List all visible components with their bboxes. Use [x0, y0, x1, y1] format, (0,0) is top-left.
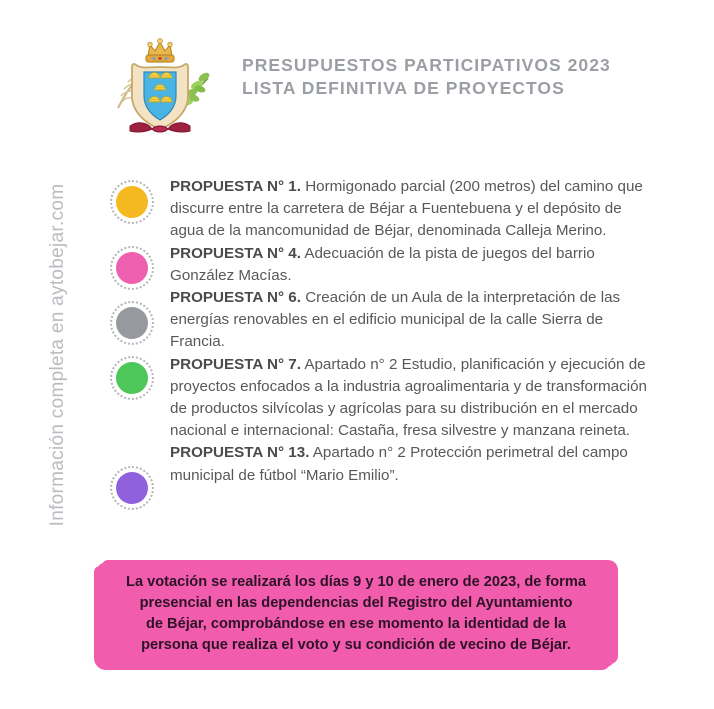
voting-notice-line-3: de Béjar, comprobándose en ese momento la identidad de la: [145, 616, 567, 632]
proposal-text-3: Creación de un Aula de la interpretación de las energías renovables en el edificio municipal de la calle Sierra de Francia.: [170, 289, 621, 351]
proposal-text-4: Apartado n° 2 Estudio, planificación y ejecución de proyectos enfocados a la industria agroalimentaria y de transformación de productos silvícolas y agrícolas para su distribución en el mercado nacional e internacional: Castaña, fresa silvestre y manzana reineta.: [170, 355, 647, 440]
proposal-item-2: [170, 243, 648, 287]
proposal-bullet-1: [110, 180, 154, 224]
proposal-label-2: PROPUESTA N° 4.: [170, 244, 301, 262]
proposal-bullet-2: [110, 246, 154, 290]
voting-notice-box: [98, 563, 614, 667]
proposals-text-column: [170, 176, 648, 487]
proposal-bullet-4: [110, 356, 154, 400]
proposal-label-5: PROPUESTA N° 13.: [170, 444, 310, 462]
proposal-label-3: PROPUESTA N° 6.: [170, 289, 301, 307]
voting-notice-line-2: presencial en las dependencias del Registro del Ayuntamiento: [139, 595, 573, 611]
proposal-bullet-dot-2: [116, 252, 148, 284]
header-title-block: [242, 54, 611, 100]
poster-header: [0, 34, 714, 144]
proposal-bullet-3: [110, 301, 154, 345]
proposal-text-1: Hormigonado parcial (200 metros) del camino que discurre entre la carretera de Béjar a Fuentebuena y el depósito de agua de la mancomunidad de Béjar, denominada Calleja Merino.: [170, 178, 643, 240]
proposal-text-5: Apartado n° 2 Protección perimetral del campo municipal de fútbol “Mario Emilio”.: [170, 444, 628, 484]
coat-of-arms-icon: [112, 34, 214, 138]
proposal-item-4: [170, 354, 648, 443]
proposal-bullet-5: [110, 466, 154, 510]
poster-title-line-1: PRESUPUESTOS PARTICIPATIVOS 2023: [242, 55, 611, 75]
side-note-text: Información completa en aytobejar.com: [47, 183, 68, 527]
proposal-label-4: PROPUESTA N° 7.: [170, 355, 301, 373]
poster-title-line-2: LISTA DEFINITIVA DE PROYECTOS: [242, 78, 565, 98]
proposal-item-3: [170, 287, 648, 354]
voting-notice-line-4: persona que realiza el voto y su condición de vecino de Béjar.: [141, 637, 571, 653]
proposal-bullet-dot-4: [116, 362, 148, 394]
voting-notice-line-1: La votación se realizará los días 9 y 10 de enero de 2023, de forma: [126, 574, 586, 590]
proposal-bullet-dot-3: [116, 307, 148, 339]
proposal-item-1: [170, 176, 648, 243]
proposal-bullet-dot-5: [116, 472, 148, 504]
proposal-text-2: Adecuación de la pista de juegos del barrio González Macías.: [170, 244, 595, 284]
proposal-label-1: PROPUESTA N° 1.: [170, 178, 301, 195]
proposal-bullet-dot-1: [116, 186, 148, 218]
proposal-item-5: [170, 442, 648, 486]
proposals-list: [0, 176, 714, 526]
